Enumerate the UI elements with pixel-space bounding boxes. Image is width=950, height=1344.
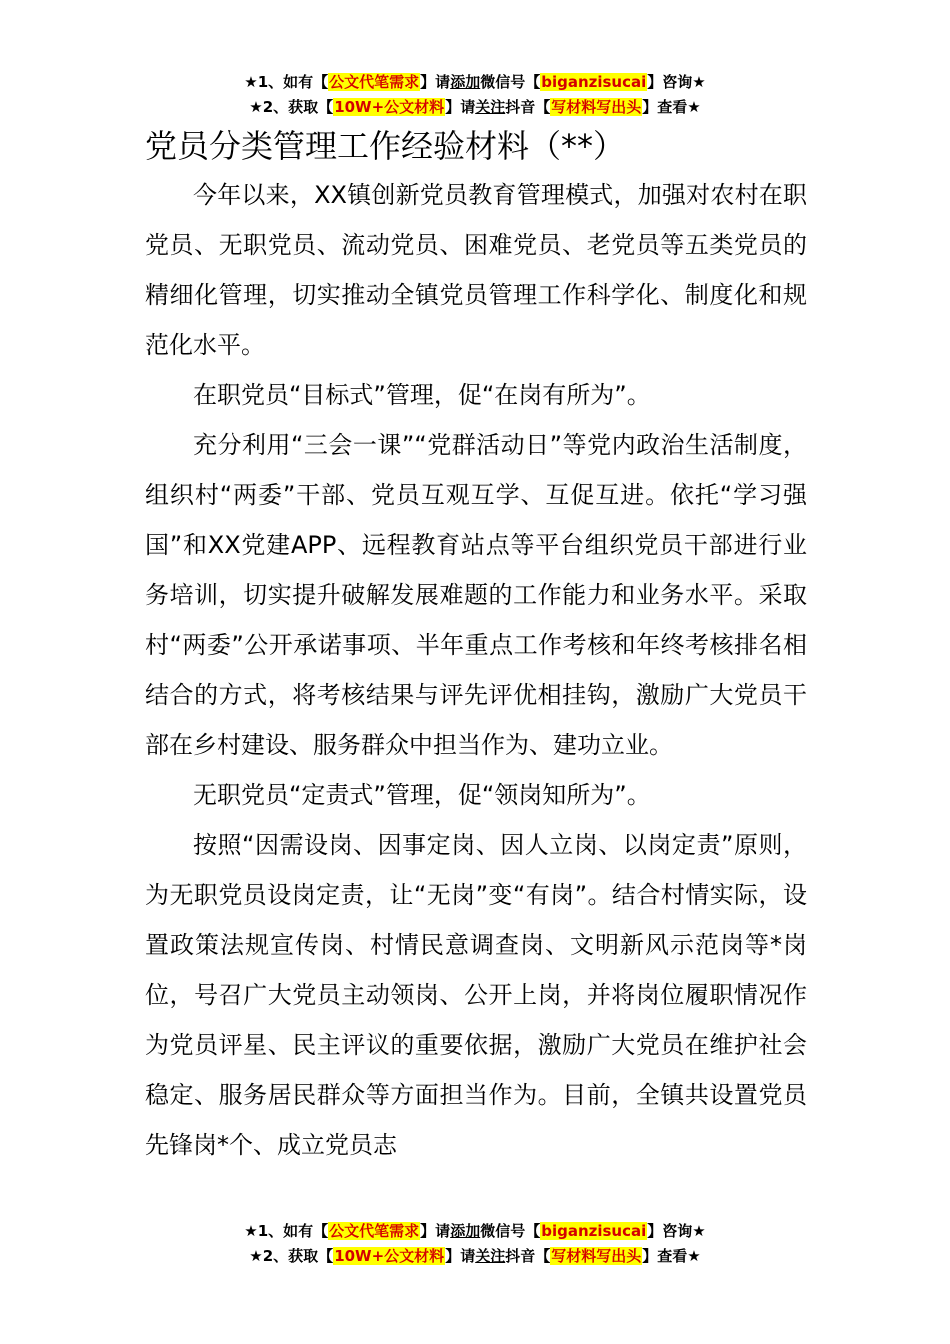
footer-ad-line-1 — [0, 1219, 950, 1244]
footer-ad-line-1-text: 】请 — [420, 1222, 451, 1240]
header-ad-line-2-text: 】请 — [445, 98, 476, 116]
section-heading-unemployed-members: 无职党员“定责式”管理，促“领岗知所为”。 — [193, 781, 651, 809]
footer-ad-banner — [0, 1219, 950, 1269]
footer-ad-line-1-emphasis: 添加 — [450, 1222, 481, 1240]
header-ad-line-1-text-2: 微信号【 — [480, 73, 541, 91]
document-title: 党员分类管理工作经验材料（**） — [145, 127, 626, 165]
footer-ad-line-2-highlight-materials: 10W+公文材料 — [334, 1247, 445, 1265]
document-body — [145, 170, 807, 1170]
header-ad-line-2-prefix: ★2、获取【 — [249, 98, 334, 116]
footer-ad-line-1-prefix: ★1、如有【 — [244, 1222, 329, 1240]
paragraph-intro: 今年以来，XX镇创新党员教育管理模式，加强对农村在职党员、无职党员、流动党员、困难党员、老党员等五类党员的精细化管理，切实推动全镇党员管理工作科学化、制度化和规范化水平。 — [145, 181, 807, 359]
footer-ad-line-1-suffix: 】咨询★ — [647, 1222, 706, 1240]
header-ad-banner — [0, 70, 950, 120]
header-ad-line-2-text-2: 抖音【 — [505, 98, 551, 116]
header-ad-line-1-suffix: 】咨询★ — [647, 73, 706, 91]
footer-ad-line-2-highlight-douyin: 写材料写出头 — [551, 1247, 642, 1265]
header-ad-line-1 — [0, 70, 950, 95]
footer-ad-line-2-prefix: ★2、获取【 — [249, 1247, 334, 1265]
header-ad-line-2-suffix: 】查看★ — [642, 98, 701, 116]
footer-ad-line-2 — [0, 1244, 950, 1269]
footer-ad-line-2-suffix: 】查看★ — [642, 1247, 701, 1265]
header-ad-line-1-text: 】请 — [420, 73, 451, 91]
header-ad-line-1-emphasis: 添加 — [450, 73, 481, 91]
header-ad-line-2-highlight-materials: 10W+公文材料 — [334, 98, 445, 116]
header-ad-line-1-highlight-service: 公文代笔需求 — [329, 73, 420, 91]
paragraph-unemployed-members: 按照“因需设岗、因事定岗、因人立岗、以岗定责”原则，为无职党员设岗定责，让“无岗”变“有岗”。结合村情实际，设置政策法规宣传岗、村情民意调查岗、文明新风示范岗等*岗位，号召广大党员主动领岗、公开上岗，并将岗位履职情况作为党员评星、民主评议的重要依据，激励广大党员在维护社会稳定、服务居民群众等方面担当作为。目前，全镇共设置党员先锋岗*个、成立党员志 — [145, 831, 807, 1159]
footer-ad-line-2-text-2: 抖音【 — [505, 1247, 551, 1265]
header-ad-line-1-prefix: ★1、如有【 — [244, 73, 329, 91]
header-ad-line-1-highlight-wechat: biganzisucai — [541, 73, 647, 91]
section-heading-employed-members: 在职党员“目标式”管理，促“在岗有所为”。 — [193, 381, 651, 409]
paragraph-employed-members: 充分利用“三会一课”“党群活动日”等党内政治生活制度，组织村“两委”干部、党员互观互学、互促互进。依托“学习强国”和XX党建APP、远程教育站点等平台组织党员干部进行业务培训，切实提升破解发展难题的工作能力和业务水平。采取村“两委”公开承诺事项、半年重点工作考核和年终考核排名相结合的方式，将考核结果与评先评优相挂钩，激励广大党员干部在乡村建设、服务群众中担当作为、建功立业。 — [145, 431, 807, 759]
footer-ad-line-2-emphasis: 关注 — [475, 1247, 506, 1265]
footer-ad-line-1-highlight-service: 公文代笔需求 — [329, 1222, 420, 1240]
header-ad-line-2-highlight-douyin: 写材料写出头 — [551, 98, 642, 116]
footer-ad-line-1-text-2: 微信号【 — [480, 1222, 541, 1240]
header-ad-line-2 — [0, 95, 950, 120]
header-ad-line-2-emphasis: 关注 — [475, 98, 506, 116]
footer-ad-line-1-highlight-wechat: biganzisucai — [541, 1222, 647, 1240]
footer-ad-line-2-text: 】请 — [445, 1247, 476, 1265]
